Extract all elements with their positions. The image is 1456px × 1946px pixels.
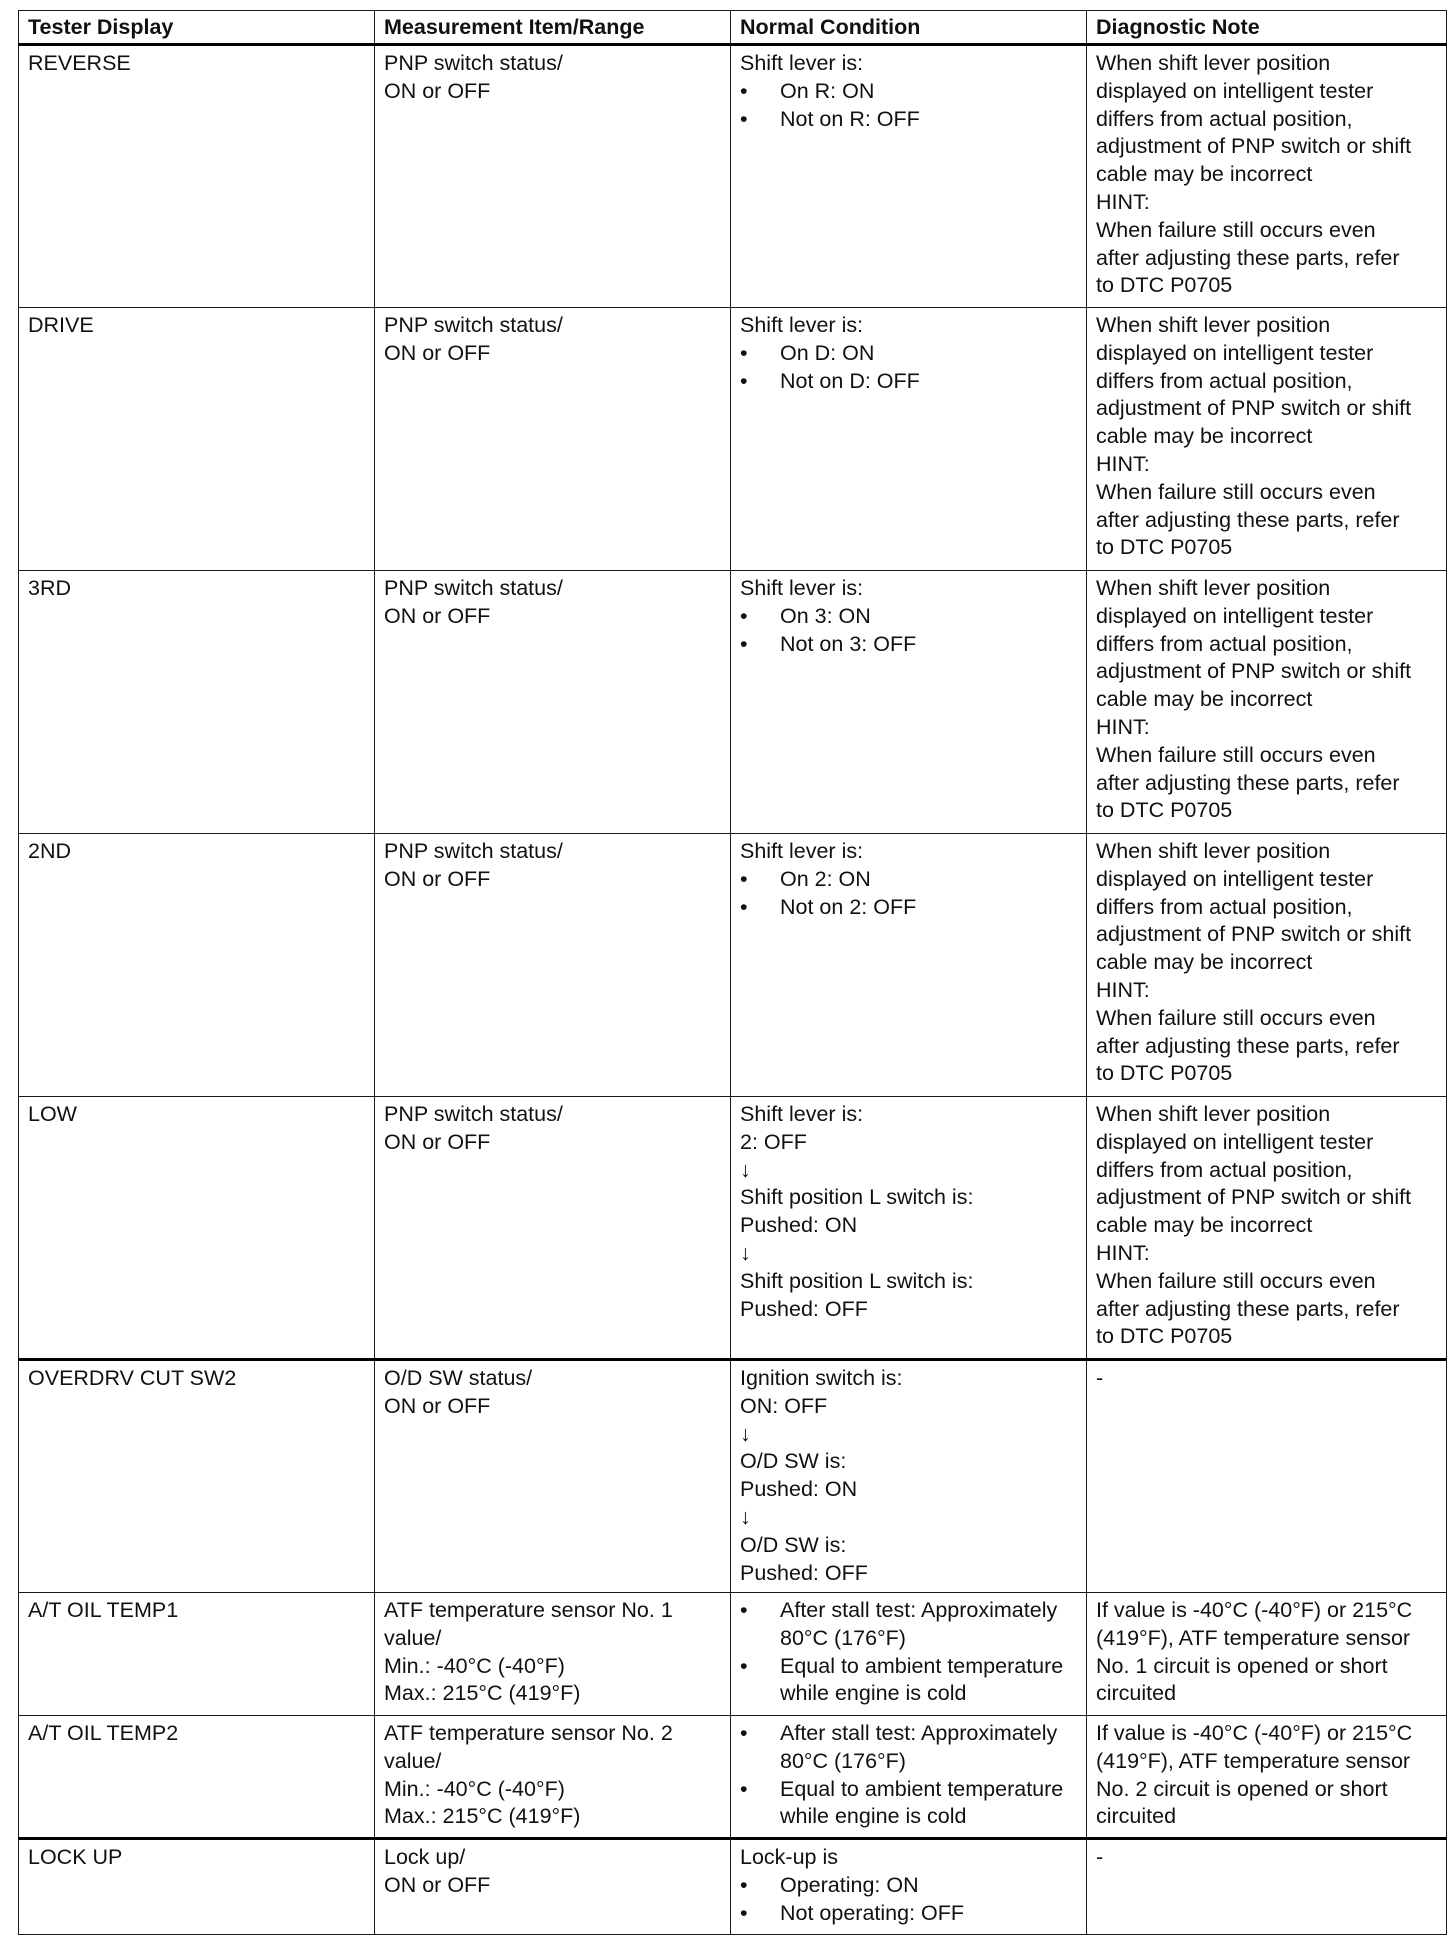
diagnostic-note-line: When shift lever position	[1096, 839, 1331, 863]
table-row	[19, 1716, 1447, 1839]
cell-normal-condition	[731, 1097, 1087, 1360]
diagnostic-note-line: differs from actual position,	[1096, 368, 1353, 393]
diagnostic-note-line: adjustment of PNP switch or shift	[1096, 134, 1412, 159]
cell-tester-display	[19, 1360, 375, 1593]
cell-diagnostic-note	[1087, 1360, 1447, 1593]
condition-line: ON: OFF	[740, 1393, 828, 1418]
condition-line: O/D SW is:	[740, 1449, 847, 1474]
condition-bullet-text: On D: ON	[780, 340, 875, 365]
diagnostic-note-line: If value is -40°C (-40°F) or 215°C	[1096, 1598, 1413, 1622]
arrow-down-icon: ↓	[740, 1240, 751, 1265]
cell-normal-condition	[731, 834, 1087, 1097]
bullet-icon: •	[740, 1721, 748, 1745]
bullet-icon: •	[740, 894, 748, 919]
bullet-icon: •	[740, 1653, 748, 1678]
arrow-down-icon: ↓	[740, 1421, 751, 1446]
condition-line: Shift position L switch is:	[740, 1268, 974, 1293]
tester-display-text: 3RD	[28, 576, 72, 600]
bullet-icon: •	[740, 106, 748, 131]
cell-normal-condition	[731, 1360, 1087, 1593]
cell-measurement-item-range	[375, 1839, 731, 1935]
condition-bullet-text: Equal to ambient temperature while engine is cold	[780, 1776, 1064, 1829]
cell-diagnostic-note	[1087, 45, 1447, 308]
condition-bullet-item	[740, 368, 1077, 396]
bullet-icon: •	[740, 78, 748, 103]
condition-bullet-item	[740, 1653, 1077, 1709]
diagnostic-note-line: circuited	[1096, 1681, 1177, 1706]
diagnostic-note-line: to DTC P0705	[1096, 1324, 1233, 1349]
diagnostic-note-line: displayed on intelligent tester	[1096, 603, 1374, 628]
header-measurement-item-range: Measurement Item/Range	[375, 11, 731, 45]
measurement-line: ON or OFF	[384, 1393, 491, 1418]
diagnostic-note-line: cable may be incorrect	[1096, 162, 1313, 187]
diagnostic-note-line: adjustment of PNP switch or shift	[1096, 396, 1412, 421]
condition-line: Shift lever is:	[740, 313, 864, 337]
measurement-line: Min.: -40°C (-40°F)	[384, 1653, 565, 1678]
measurement-line: value/	[384, 1625, 442, 1650]
cell-measurement-item-range	[375, 571, 731, 834]
condition-line: Ignition switch is:	[740, 1366, 903, 1390]
condition-line: Shift lever is:	[740, 839, 864, 863]
condition-line: Lock-up is	[740, 1845, 838, 1869]
measurement-line: ON or OFF	[384, 340, 491, 365]
measurement-line: ON or OFF	[384, 78, 491, 103]
table-row	[19, 1360, 1447, 1593]
measurement-line: ON or OFF	[384, 603, 491, 628]
measurement-line: ON or OFF	[384, 866, 491, 891]
condition-bullet-item	[740, 340, 1077, 368]
diagnostic-note-line: after adjusting these parts, refer	[1096, 1033, 1400, 1058]
tester-display-text: REVERSE	[28, 51, 131, 75]
cell-normal-condition	[731, 45, 1087, 308]
diagnostic-note-line: circuited	[1096, 1804, 1177, 1829]
diagnostic-note-line: When shift lever position	[1096, 576, 1331, 600]
table-header	[19, 11, 1447, 45]
measurement-line: Min.: -40°C (-40°F)	[384, 1776, 565, 1801]
diagnostic-note-line: after adjusting these parts, refer	[1096, 1296, 1400, 1321]
diagnostic-note-line: When failure still occurs even	[1096, 1005, 1376, 1030]
cell-diagnostic-note	[1087, 1097, 1447, 1360]
cell-normal-condition	[731, 1716, 1087, 1839]
diagnostic-note-line: after adjusting these parts, refer	[1096, 507, 1400, 532]
diagnostic-note-line: (419°F), ATF temperature sensor	[1096, 1625, 1411, 1650]
cell-diagnostic-note	[1087, 1839, 1447, 1935]
cell-tester-display	[19, 571, 375, 834]
cell-tester-display	[19, 308, 375, 571]
condition-bullet-text: After stall test: Approximately 80°C (176°F)	[780, 1598, 1058, 1650]
condition-bullet-item	[740, 1720, 1077, 1776]
measurement-line: PNP switch status/	[384, 1102, 563, 1126]
condition-line: Pushed: ON	[740, 1213, 858, 1238]
condition-bullet-text: Not on 2: OFF	[780, 894, 917, 919]
diagnostic-note-line: HINT:	[1096, 189, 1150, 214]
diagnostic-note-line: displayed on intelligent tester	[1096, 78, 1374, 103]
measurement-line: O/D SW status/	[384, 1366, 533, 1390]
diagnostic-note-line: -	[1096, 1366, 1104, 1390]
diagnostic-note-line: differs from actual position,	[1096, 894, 1353, 919]
table-row	[19, 571, 1447, 834]
diagnostic-note-line: HINT:	[1096, 1240, 1150, 1265]
bullet-icon: •	[740, 1900, 748, 1925]
cell-tester-display	[19, 834, 375, 1097]
table-body	[19, 45, 1447, 1935]
bullet-icon: •	[740, 1598, 748, 1622]
bullet-icon: •	[740, 340, 748, 365]
diagnostic-note-line: cable may be incorrect	[1096, 950, 1313, 975]
measurement-line: PNP switch status/	[384, 51, 563, 75]
tester-display-text: OVERDRV CUT SW2	[28, 1366, 237, 1390]
cell-normal-condition	[731, 1839, 1087, 1935]
header-normal-condition: Normal Condition	[731, 11, 1087, 45]
diagnostic-note-line: to DTC P0705	[1096, 1061, 1233, 1086]
measurement-line: Lock up/	[384, 1845, 466, 1869]
cell-measurement-item-range	[375, 834, 731, 1097]
diagnostic-note-line: HINT:	[1096, 977, 1150, 1002]
condition-bullet-item	[740, 106, 1077, 134]
header-tester-display: Tester Display	[19, 11, 375, 45]
condition-line: Shift lever is:	[740, 51, 864, 75]
cell-measurement-item-range	[375, 1593, 731, 1716]
diagnostic-note-line: -	[1096, 1845, 1104, 1869]
condition-line: Pushed: OFF	[740, 1560, 868, 1585]
cell-tester-display	[19, 1593, 375, 1716]
measurement-line: PNP switch status/	[384, 576, 563, 600]
condition-bullet-text: After stall test: Approximately 80°C (176°F)	[780, 1721, 1058, 1773]
cell-measurement-item-range	[375, 308, 731, 571]
condition-bullet-text: Not operating: OFF	[780, 1900, 965, 1925]
cell-tester-display	[19, 45, 375, 308]
cell-diagnostic-note	[1087, 1716, 1447, 1839]
bullet-icon: •	[740, 1776, 748, 1801]
diagnostic-note-line: displayed on intelligent tester	[1096, 1129, 1374, 1154]
condition-bullet-text: Equal to ambient temperature while engine is cold	[780, 1653, 1064, 1706]
arrow-down-icon: ↓	[740, 1504, 751, 1529]
diagnostic-note-line: after adjusting these parts, refer	[1096, 245, 1400, 270]
bullet-icon: •	[740, 631, 748, 656]
cell-measurement-item-range	[375, 1716, 731, 1839]
cell-diagnostic-note	[1087, 1593, 1447, 1716]
condition-line: 2: OFF	[740, 1129, 807, 1154]
tester-display-text: LOCK UP	[28, 1845, 123, 1869]
cell-normal-condition	[731, 308, 1087, 571]
diagnostic-note-line: cable may be incorrect	[1096, 1213, 1313, 1238]
condition-bullet-item	[740, 631, 1077, 659]
diagnostic-note-line: adjustment of PNP switch or shift	[1096, 1185, 1412, 1210]
tester-display-text: A/T OIL TEMP1	[28, 1598, 179, 1622]
diagnostic-note-line: differs from actual position,	[1096, 106, 1353, 131]
table-row	[19, 834, 1447, 1097]
bullet-icon: •	[740, 603, 748, 628]
condition-bullet-text: Operating: ON	[780, 1872, 919, 1897]
cell-tester-display	[19, 1097, 375, 1360]
diagnostic-note-line: to DTC P0705	[1096, 535, 1233, 560]
diagnostic-note-line: When failure still occurs even	[1096, 479, 1376, 504]
cell-measurement-item-range	[375, 45, 731, 308]
diagnostic-note-line: No. 1 circuit is opened or short	[1096, 1653, 1388, 1678]
arrow-down-icon: ↓	[740, 1157, 751, 1182]
condition-bullet-item	[740, 1872, 1077, 1900]
diagnostic-note-line: When shift lever position	[1096, 1102, 1331, 1126]
condition-bullet-text: Not on 3: OFF	[780, 631, 917, 656]
measurement-line: ON or OFF	[384, 1129, 491, 1154]
condition-bullet-text: On 2: ON	[780, 866, 871, 891]
tester-display-text: DRIVE	[28, 313, 94, 337]
cell-measurement-item-range	[375, 1097, 731, 1360]
condition-bullet-item	[740, 866, 1077, 894]
condition-line: Shift lever is:	[740, 576, 864, 600]
diagnostic-note-line: cable may be incorrect	[1096, 424, 1313, 449]
diagnostic-data-table	[18, 10, 1447, 1935]
diagnostic-note-line: No. 2 circuit is opened or short	[1096, 1776, 1388, 1801]
cell-diagnostic-note	[1087, 308, 1447, 571]
condition-bullet-text: On 3: ON	[780, 603, 871, 628]
cell-tester-display	[19, 1716, 375, 1839]
condition-line: Shift position L switch is:	[740, 1185, 974, 1210]
table-row	[19, 1097, 1447, 1360]
measurement-line: ATF temperature sensor No. 2	[384, 1721, 673, 1745]
diagnostic-note-line: cable may be incorrect	[1096, 687, 1313, 712]
tester-display-text: 2ND	[28, 839, 72, 863]
table-row	[19, 308, 1447, 571]
condition-line: Pushed: ON	[740, 1477, 858, 1502]
cell-measurement-item-range	[375, 1360, 731, 1593]
condition-bullet-item	[740, 1776, 1077, 1832]
diagnostic-note-line: (419°F), ATF temperature sensor	[1096, 1748, 1411, 1773]
cell-diagnostic-note	[1087, 571, 1447, 834]
bullet-icon: •	[740, 866, 748, 891]
diagnostic-note-line: When failure still occurs even	[1096, 217, 1376, 242]
measurement-line: ATF temperature sensor No. 1	[384, 1598, 673, 1622]
condition-bullet-item	[740, 1597, 1077, 1653]
diagnostic-note-line: differs from actual position,	[1096, 631, 1353, 656]
tester-display-text: LOW	[28, 1102, 77, 1126]
diagnostic-note-line: HINT:	[1096, 714, 1150, 739]
condition-bullet-text: Not on R: OFF	[780, 106, 920, 131]
condition-bullet-text: On R: ON	[780, 78, 875, 103]
condition-line: O/D SW is:	[740, 1532, 847, 1557]
diagnostic-note-line: HINT:	[1096, 451, 1150, 476]
condition-bullet-item	[740, 894, 1077, 922]
diagnostic-note-line: adjustment of PNP switch or shift	[1096, 922, 1412, 947]
condition-line: Pushed: OFF	[740, 1296, 868, 1321]
diagnostic-note-line: When shift lever position	[1096, 51, 1331, 75]
diagnostic-note-line: adjustment of PNP switch or shift	[1096, 659, 1412, 684]
diagnostic-note-line: to DTC P0705	[1096, 273, 1233, 298]
diagnostic-note-line: after adjusting these parts, refer	[1096, 770, 1400, 795]
condition-bullet-text: Not on D: OFF	[780, 368, 920, 393]
measurement-line: ON or OFF	[384, 1872, 491, 1897]
cell-normal-condition	[731, 571, 1087, 834]
table-row	[19, 1593, 1447, 1716]
measurement-line: value/	[384, 1748, 442, 1773]
bullet-icon: •	[740, 1872, 748, 1897]
tester-display-text: A/T OIL TEMP2	[28, 1721, 179, 1745]
diagnostic-note-line: When shift lever position	[1096, 313, 1331, 337]
header-diagnostic-note: Diagnostic Note	[1087, 11, 1447, 45]
diagnostic-note-line: to DTC P0705	[1096, 798, 1233, 823]
diagnostic-note-line: When failure still occurs even	[1096, 742, 1376, 767]
measurement-line: PNP switch status/	[384, 839, 563, 863]
diagnostic-note-line: differs from actual position,	[1096, 1157, 1353, 1182]
cell-tester-display	[19, 1839, 375, 1935]
condition-line: Shift lever is:	[740, 1102, 864, 1126]
measurement-line: Max.: 215°C (419°F)	[384, 1681, 581, 1706]
condition-bullet-item	[740, 603, 1077, 631]
header-row	[19, 11, 1447, 45]
table-row	[19, 1839, 1447, 1935]
measurement-line: Max.: 215°C (419°F)	[384, 1804, 581, 1829]
measurement-line: PNP switch status/	[384, 313, 563, 337]
condition-bullet-item	[740, 1900, 1077, 1928]
diagnostic-note-line: displayed on intelligent tester	[1096, 866, 1374, 891]
cell-normal-condition	[731, 1593, 1087, 1716]
bullet-icon: •	[740, 368, 748, 393]
diagnostic-note-line: displayed on intelligent tester	[1096, 340, 1374, 365]
diagnostic-note-line: If value is -40°C (-40°F) or 215°C	[1096, 1721, 1413, 1745]
table-row	[19, 45, 1447, 308]
cell-diagnostic-note	[1087, 834, 1447, 1097]
diagnostic-note-line: When failure still occurs even	[1096, 1268, 1376, 1293]
condition-bullet-item	[740, 78, 1077, 106]
